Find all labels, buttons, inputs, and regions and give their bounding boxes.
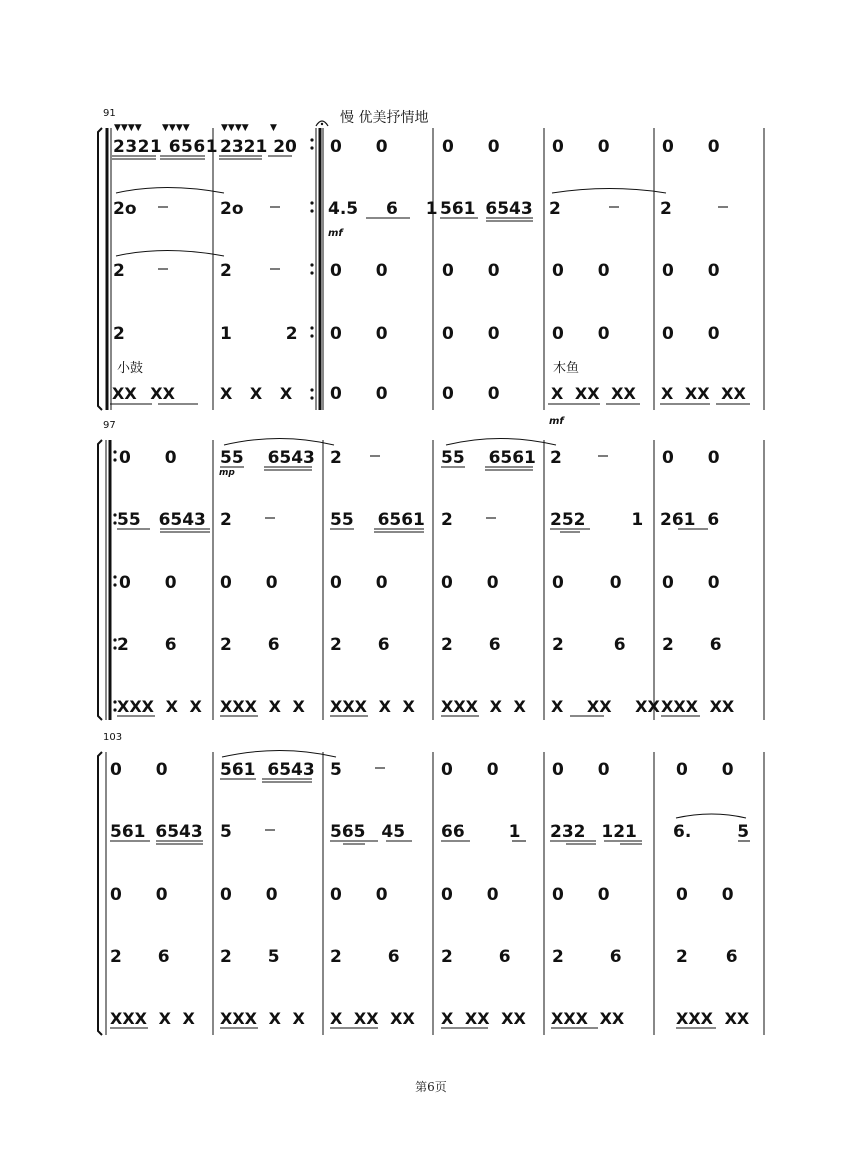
notation-cell: XXX X X bbox=[220, 1009, 305, 1028]
notation-cell: 0 0 bbox=[662, 137, 720, 157]
notation-cell: 0 0 bbox=[552, 760, 610, 780]
measure-number-103: 103 bbox=[103, 732, 123, 743]
notation-cell: 2 6 bbox=[441, 947, 511, 967]
notation-cell: 2 6 bbox=[220, 635, 280, 655]
notation-cell: 2 6 bbox=[441, 635, 501, 655]
notation-cell: 2o bbox=[220, 199, 244, 219]
notation-cell: 0 0 bbox=[552, 885, 610, 905]
notation-cell: 0 0 bbox=[662, 261, 720, 281]
notation-cell: 2 bbox=[550, 448, 562, 468]
dynamic-mf-1: mf bbox=[328, 228, 343, 239]
notation-cell: 0 0 bbox=[220, 573, 278, 593]
notation-cell: 55 6543 bbox=[117, 510, 206, 530]
notation-cell: 0 0 bbox=[441, 573, 499, 593]
notation-cell: 2 6 bbox=[117, 635, 177, 655]
system-bracket bbox=[98, 440, 102, 720]
notation-cell: 0 0 bbox=[220, 885, 278, 905]
notation-cell: 0 0 bbox=[119, 573, 177, 593]
notation-cell: XXX X X bbox=[330, 697, 415, 716]
notation-cell: X XX XX bbox=[441, 1009, 526, 1028]
notation-cell: 55 6561 bbox=[441, 448, 536, 468]
page-number: 第6页 bbox=[415, 1080, 447, 1094]
notation-cell: 2 6 bbox=[552, 947, 622, 967]
tempo-marking: 慢 优美抒情地 bbox=[340, 110, 429, 126]
notation-cell: 2 bbox=[220, 510, 232, 530]
notation-cell: 0 0 bbox=[662, 324, 720, 344]
notation-cell: 252 1 bbox=[550, 510, 644, 530]
notation-cell: 0 0 bbox=[330, 573, 388, 593]
notation-cell: 0 0 bbox=[442, 137, 500, 157]
notation-cell: 4.5 6 1 bbox=[328, 199, 438, 219]
notation-cell: 2 bbox=[660, 199, 672, 219]
notation-cell: 2 6 bbox=[330, 635, 390, 655]
system-3 bbox=[98, 751, 764, 1036]
notation-cell: X XX XX bbox=[330, 1009, 415, 1028]
notation-cell: 2321 20 bbox=[220, 137, 297, 157]
notation-cell: XXX X X bbox=[117, 697, 202, 716]
notation-cell: 0 0 bbox=[442, 384, 500, 404]
notation-cell: 2 bbox=[113, 261, 125, 281]
notation-cell: X X X bbox=[220, 384, 293, 403]
notation-cell: 0 0 bbox=[552, 573, 622, 593]
svg-text:▼▼▼▼: ▼▼▼▼ bbox=[162, 123, 190, 133]
notation-cell: 2o bbox=[113, 199, 137, 219]
notation-cell: 0 0 bbox=[552, 324, 610, 344]
notation-cell: 55 6561 bbox=[330, 510, 425, 530]
notation-cell: 0 0 bbox=[676, 760, 734, 780]
notation-cell: 0 0 bbox=[119, 448, 177, 468]
notation-cell: 2 bbox=[113, 324, 125, 344]
notation-cell: XXX X X bbox=[220, 697, 305, 716]
notation-cell: XXX XX bbox=[661, 697, 735, 716]
system-2 bbox=[98, 439, 764, 721]
dynamic-mp: mp bbox=[219, 468, 235, 478]
notation-cell: 0 0 bbox=[330, 261, 388, 281]
notation-cell: 0 0 bbox=[330, 324, 388, 344]
notation-cell: 0 0 bbox=[662, 573, 720, 593]
measure-number-91: 91 bbox=[103, 108, 116, 119]
system-bracket bbox=[98, 752, 102, 1035]
system-1 bbox=[98, 123, 764, 410]
notation-cell: 0 0 bbox=[552, 261, 610, 281]
notation-cell: 0 0 bbox=[330, 885, 388, 905]
notation-cell: XXX X X bbox=[441, 697, 526, 716]
notation-cell: 2 6 bbox=[330, 947, 400, 967]
notation-cell: 2 bbox=[220, 261, 232, 281]
snare-drum-label: 小鼓 bbox=[117, 361, 144, 376]
dynamic-mf-2: mf bbox=[549, 416, 564, 427]
notation-cell: 0 0 bbox=[110, 885, 168, 905]
notation-cell: 5 bbox=[330, 760, 342, 780]
notation-cell: 0 0 bbox=[442, 261, 500, 281]
notation-cell: 232 121 bbox=[550, 822, 637, 842]
notation-cell: 2 6 bbox=[110, 947, 170, 967]
notation-cell: 0 0 bbox=[330, 384, 388, 404]
notation-cell: 2 bbox=[549, 199, 561, 219]
notation-cell: 0 0 bbox=[110, 760, 168, 780]
notation-cell: XX XX bbox=[112, 384, 175, 403]
notation-cell: 66 1 bbox=[441, 822, 521, 842]
notation-cell: 0 0 bbox=[330, 137, 388, 157]
notation-cell: 561 6543 bbox=[220, 760, 315, 780]
notation-cell: 2 bbox=[330, 448, 342, 468]
notation-cell: 6. 5 bbox=[673, 822, 750, 842]
notation-cell: XXX XX bbox=[551, 1009, 625, 1028]
notation-cell: 0 0 bbox=[662, 448, 720, 468]
measure-number-97: 97 bbox=[103, 420, 116, 431]
notation-cell: 561 6543 bbox=[440, 199, 533, 219]
notation-cell: 0 0 bbox=[441, 885, 499, 905]
woodblock-label: 木鱼 bbox=[553, 361, 580, 376]
notation-cell: XXX X X bbox=[110, 1009, 195, 1028]
svg-text:▼▼▼▼: ▼▼▼▼ bbox=[114, 123, 142, 133]
fermata-icon bbox=[316, 121, 328, 126]
notation-cell: XXX XX bbox=[676, 1009, 750, 1028]
notation-cell: 55 6543 bbox=[220, 448, 315, 468]
notation-cell: 0 0 bbox=[552, 137, 610, 157]
notation-cell: 0 0 bbox=[676, 885, 734, 905]
notation-cell: 5 bbox=[220, 822, 232, 842]
notation-cell: 261 6 bbox=[660, 510, 720, 530]
notation-cell: 2 6 bbox=[552, 635, 626, 655]
notation-cell: X XX XX bbox=[661, 384, 746, 403]
notation-cell: 2 5 bbox=[220, 947, 280, 967]
notation-cell: 0 0 bbox=[441, 760, 499, 780]
svg-text:▼: ▼ bbox=[270, 123, 277, 133]
system-bracket bbox=[98, 128, 102, 410]
notation-cell: 561 6543 bbox=[110, 822, 203, 842]
notation-cell: 0 0 bbox=[442, 324, 500, 344]
notation-cell: 2 6 bbox=[676, 947, 738, 967]
notation-cell: X XX XX bbox=[551, 384, 636, 403]
notation-cell: 2 6 bbox=[662, 635, 722, 655]
svg-text:▼▼▼▼: ▼▼▼▼ bbox=[221, 123, 249, 133]
notation-cell: X XX XX bbox=[551, 697, 660, 716]
notation-cell: 2 bbox=[441, 510, 453, 530]
notation-cell: 1 2 bbox=[220, 324, 298, 344]
notation-cell: 2321 6561 bbox=[113, 137, 219, 157]
notation-cell: 565 45 bbox=[330, 822, 406, 842]
